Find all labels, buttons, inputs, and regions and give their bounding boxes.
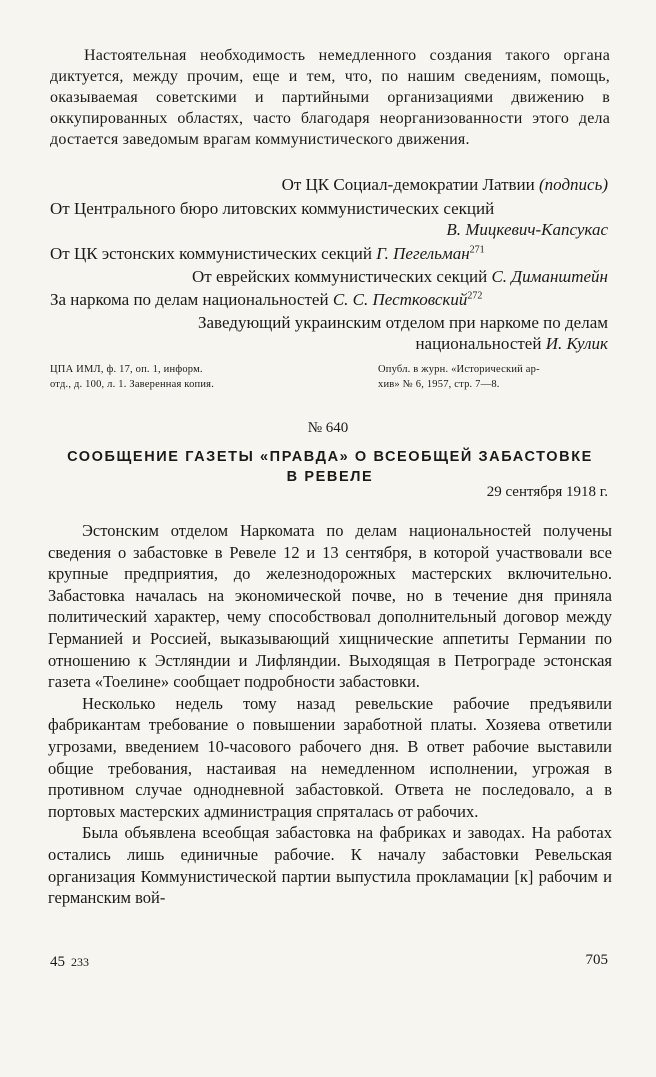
body-paragraph: Эстонским отделом Наркомата по делам национальностей получены сведения о забастовке в Ревеле 12 и 13 сентября, в которой участвовали все крупные предприятия, до железнодорожных мастерских включительно. Забастовка началась на экономической почве, но в течение дня приняла политический характер, чему способствовал дополнительный договор между Германией и Россией, выказывающий хищнические аппетиты Германии по отношению к Эстляндии и Лифляндии. Выходящая в Петрограде эстонская газета «Тоелине» сообщает подробности забастовки. (48, 521, 612, 692)
signature-ukraine-line2: национальностей И. Кулик (415, 334, 608, 353)
body-paragraph: Несколько недель тому назад ревельские рабочие предъявили фабрикантам требование о повышении заработной платы. Хозяева ответили угрозами, введением 10-часового рабочего дня. В ответ рабочие выставили общие требования, настаивая на немедленном исполнении, угрожая в противном случае однодневной забастовкой. Ответа не последовало, а в портовых мастерских администрация спряталась от рабочих. (48, 693, 612, 821)
publication-source: Опубл. в журн. «Исторический ар- хив» № 6, 1957, стр. 7—8. (378, 364, 540, 390)
intro-paragraph: Настоятельная необходимость немедленного создания такого органа диктуется, между прочим, еще и тем, что, по нашим сведениям, помощь, оказываемая советскими и партийными организациями движению в оккупированных областях, часто благодаря неорганизованности этого дела достается заведомым врагам коммунистического движения. (50, 47, 610, 148)
signature-jewish: От еврейских коммунистических секций С. Диманштейн (192, 267, 608, 286)
page-number: 705 (585, 952, 608, 968)
document-number: № 640 (307, 420, 349, 436)
signature-ukraine-line1: Заведующий украинским отделом при наркоме по делам (198, 313, 608, 332)
body-paragraph: Была объявлена всеобщая забастовка на фабриках и заводах. На работах остались лишь единичные рабочие. К началу забастовки Ревельская организация Коммунистической партии выпустила прокламации [к] рабочим и германским вой- (48, 823, 612, 908)
signature-estonia: От ЦК эстонских коммунистических секций Г. Пегельман$^{271}$ (50, 244, 485, 263)
signature-narkom: За наркома по делам национальностей С. С. Пестковский$^{272}$ (50, 290, 483, 309)
signature-latvia: От ЦК Социал-демократии Латвии (подпись) (281, 175, 608, 194)
document-date: 29 сентября 1918 г. (486, 484, 608, 500)
archive-source: ЦПА ИМЛ, ф. 17, оп. 1, информ. отд., д. 100, л. 1. Заверенная копия. (50, 364, 215, 390)
signature-lithuania-line1: От Центрального бюро литовских коммунистических секций (50, 199, 495, 218)
document-title: СООБЩЕНИЕ ГАЗЕТЫ «ПРАВДА» О ВСЕОБЩЕЙ ЗАБАСТОВКЕ В РЕВЕЛЕ (67, 449, 593, 485)
signature-lithuania-name: В. Мицкевич-Капсукас (446, 220, 608, 239)
signature-mark: 45 233 (50, 954, 89, 970)
document-body (48, 520, 612, 909)
